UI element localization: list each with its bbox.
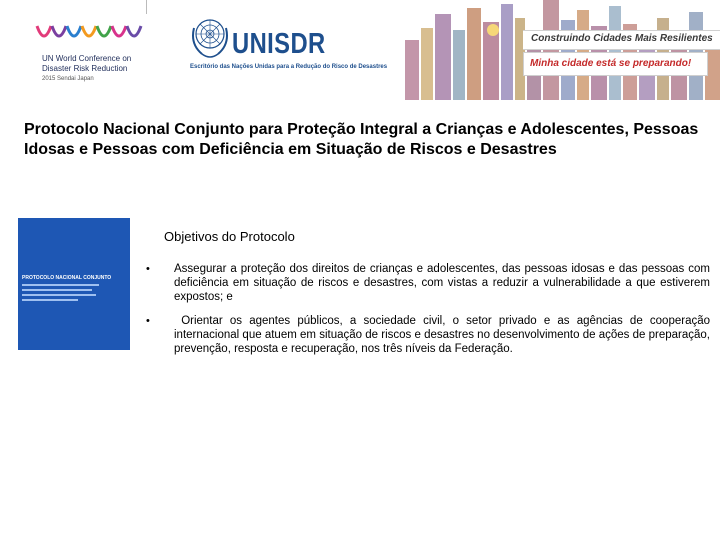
cover-line [22,289,92,291]
wcdrr-emblem-icon [35,22,145,48]
campaign-banner [523,30,720,50]
cover-line [22,294,96,296]
unisdr-name: UNISDR [232,28,326,60]
campaign-title: Construindo Cidades Mais Resilientes [531,33,713,44]
objective-text: Assegurar a proteção dos direitos de crianças e adolescentes, das pessoas idosas e das pessoas com deficiência em situação de riscos e desastres, com vistas a reduzir a vulnerabilidade a que estiverem expostos; e [174,263,710,303]
protocol-cover-image [18,218,130,350]
list-item [140,262,710,304]
city-skyline-illustration [395,0,720,100]
wcdrr-line-2: Disaster Risk Reduction [42,64,128,73]
campaign-tagline-box [523,52,708,76]
section-heading: Objetivos do Protocolo [164,229,295,244]
cover-text-lines [22,284,102,304]
bullet: • [146,263,150,275]
header [0,0,720,100]
campaign-tagline: Minha cidade está se preparando! [530,58,692,69]
un-emblem-icon [190,14,230,62]
wcdrr-logo [30,22,150,92]
objective-text: Orientar os agentes públicos, a sociedade civil, o setor privado e as agências de cooperação internacional que atuem em situação de riscos e desastres no desenvolvimento de ações de preparação, prevenção, resposta e recuperação, nos três níveis da Federação. [174,315,714,355]
header-divider [146,0,147,14]
page-title: Protocolo Nacional Conjunto para Proteção Integral a Crianças e Adolescentes, Pessoas Idosas e Pessoas com Deficiência em Situação de Riscos e Desastres [24,121,699,158]
objectives-list [140,262,714,366]
list-item [140,314,714,356]
unisdr-subtitle: Escritório das Nações Unidas para a Redução do Risco de Desastres [190,64,388,70]
wcdrr-line-3: 2015 Sendai Japan [42,76,94,82]
bullet: • [146,315,150,327]
wcdrr-text [42,54,152,84]
cover-line [22,284,99,286]
cover-title: PROTOCOLO NACIONAL CONJUNTO [22,275,112,281]
wcdrr-line-1: UN World Conference on [42,54,132,63]
cover-line [22,299,78,301]
